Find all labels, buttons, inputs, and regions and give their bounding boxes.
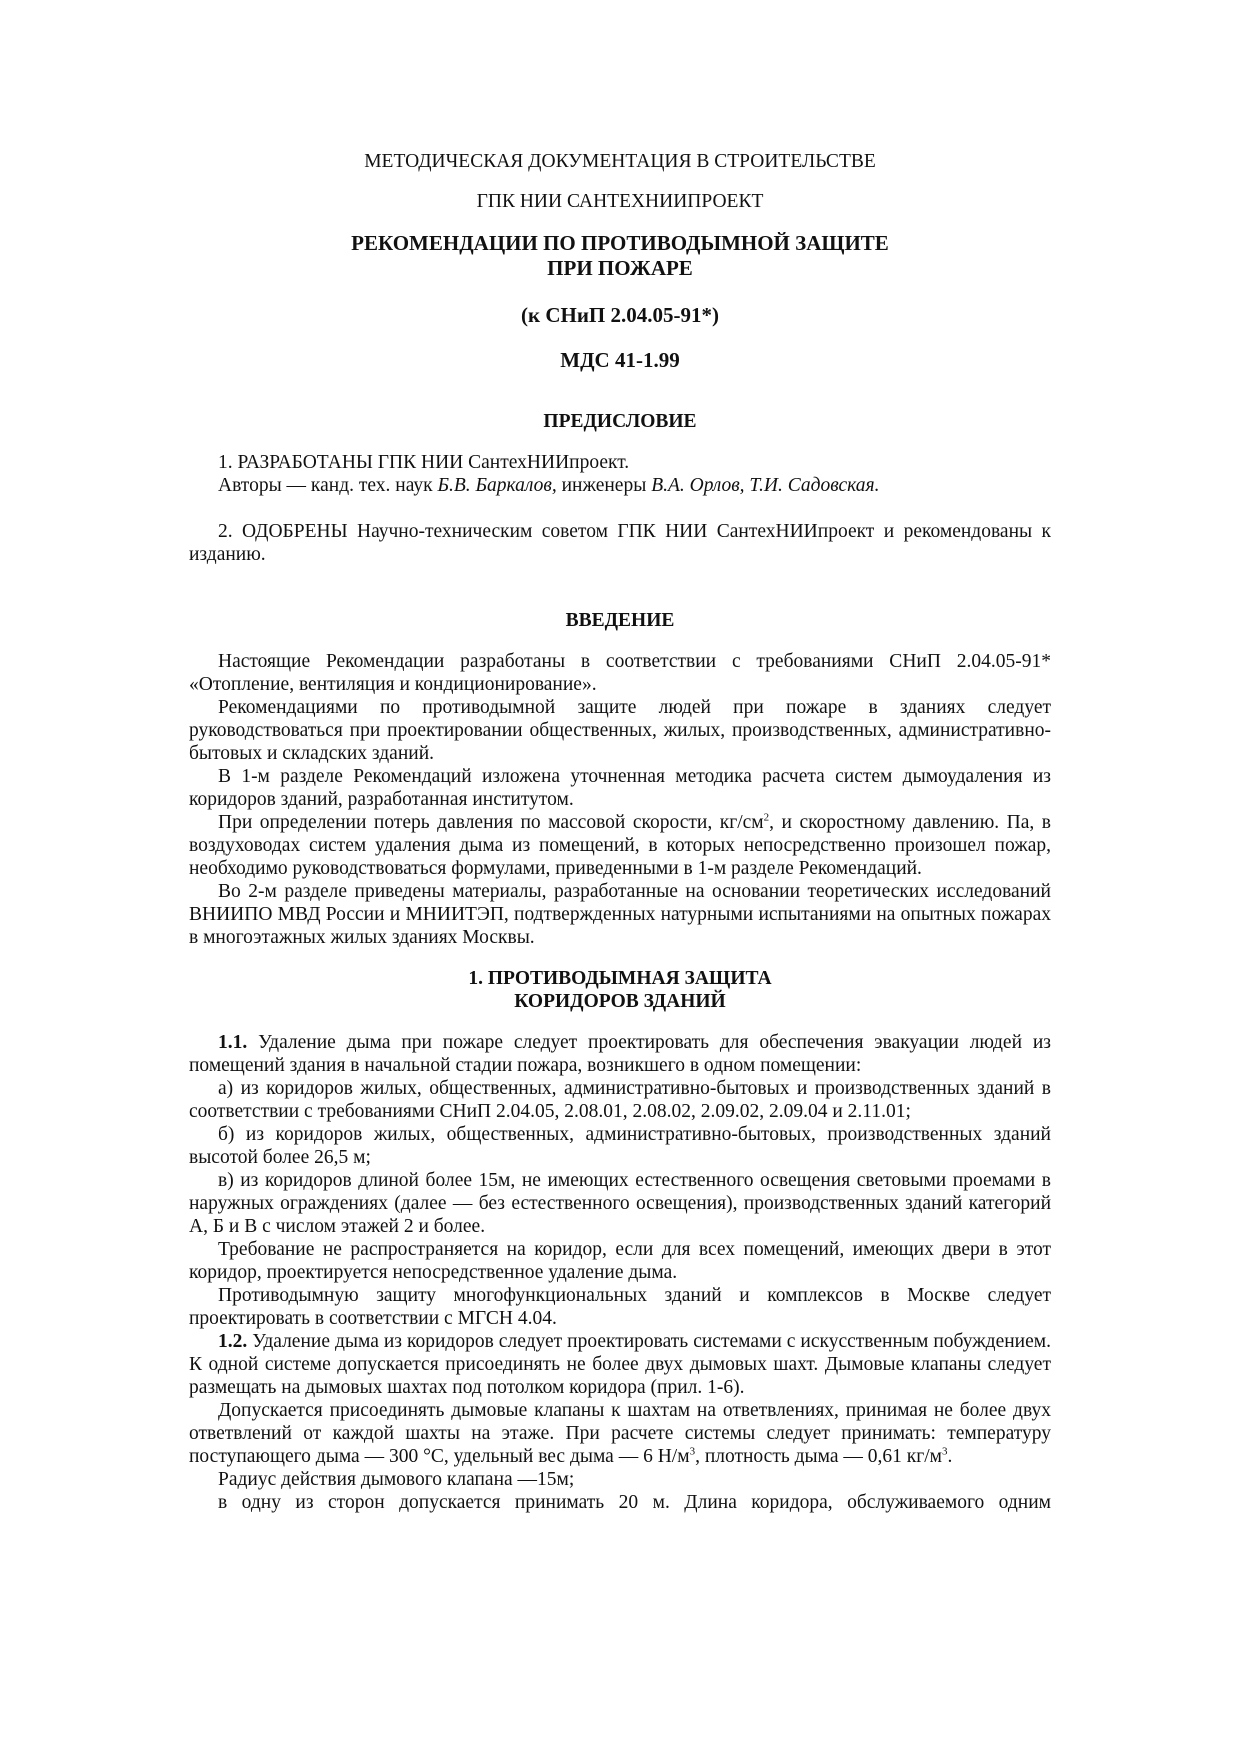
document-code: МДС 41-1.99 — [560, 348, 680, 372]
title-line-2: ПРИ ПОЖАРЕ — [547, 256, 693, 280]
intro-paragraph: В 1-м разделе Рекомендаций изложена уточненная методика расчета систем дымоудаления из коридоров зданий, разработанная институтом. — [189, 766, 1051, 810]
intro-heading: ВВЕДЕНИЕ — [565, 610, 675, 631]
clause-paragraph: в одну из сторон допускается принимать 20 м. Длина коридора, обслуживаемого одним — [218, 1492, 1051, 1513]
clause-paragraph: Допускается присоединять дымовые клапаны к шахтам на ответвлениях, принимая не более двух ответвлений от каждой шахты на этаже. При расчете системы следует принимать: температуру поступающего дыма — 300 °С, удельный вес дыма — 6 $Н/м^3$, плотность дыма — 0,61 $кг/м^3$. — [189, 1400, 1051, 1467]
intro-paragraph: При определении потерь давления по массовой скорости, $кг/см^2$, и скоростному давлению. Па, в воздуховодах систем удаления дыма из помещений, в которых непосредственно произошел пожар, необходимо руководствоваться формулами, приведенными в 1-м разделе Рекомендаций. — [189, 811, 1052, 879]
clause-item-c: в) из коридоров длиной более 15м, не имеющих естественного освещения световыми проемами в наружных ограждениях (далее — без естественного освещения), производственных зданий категорий А, Б и В с числом этажей 2 и более. — [189, 1170, 1051, 1237]
title-line-1: РЕКОМЕНДАЦИИ ПО ПРОТИВОДЫМНОЙ ЗАЩИТЕ — [351, 231, 889, 255]
clause-1-2: 1.2. Удаление дыма из коридоров следует проектировать системами с искусственным побуждением. К одной системе допускается присоединять не более двух дымовых шахт. Дымовые клапаны следует размещать на дымовых шахтах под потолком коридора (прил. 1-6). — [189, 1331, 1051, 1398]
author-1: Б.В. Баркалов, — [437, 475, 557, 496]
author-2: В.А. Орлов, Т.И. Садовская. — [651, 475, 880, 496]
intro-paragraph: Настоящие Рекомендации разработаны в соответствии с требованиями СНиП 2.04.05-91* «Отопление, вентиляция и кондиционирование». — [189, 651, 1051, 695]
clause-note: Противодымную защиту многофункциональных зданий и комплексов в Москве следует проектировать в соответствии с МГСН 4.04. — [189, 1285, 1051, 1329]
organization: ГПК НИИ САНТЕХНИИПРОЕКТ — [476, 191, 764, 212]
clause-item-b: б) из коридоров жилых, общественных, административно-бытовых, производственных зданий высотой более 26,5 м; — [189, 1124, 1051, 1168]
document-content — [189, 150, 1051, 1514]
preface-item-2: 2. ОДОБРЕНЫ Научно-техническим советом ГПК НИИ СантехНИИпроект и рекомендованы к изданию. — [189, 521, 1051, 565]
series-title: МЕТОДИЧЕСКАЯ ДОКУМЕНТАЦИЯ В СТРОИТЕЛЬСТВЕ — [364, 151, 876, 172]
clause-1-1: 1.1. Удаление дыма при пожаре следует проектировать для обеспечения эвакуации людей из помещений здания в начальной стадии пожара, возникшего в одном помещении: — [189, 1032, 1051, 1076]
clause-paragraph: Радиус действия дымового клапана —15м; — [218, 1469, 575, 1490]
preface-heading: ПРЕДИСЛОВИЕ — [543, 411, 697, 432]
document-title — [189, 231, 1051, 281]
preface-authors: Авторы — канд. тех. наук Б.В. Баркалов, инженеры В.А. Орлов, Т.И. Садовская. — [218, 475, 880, 496]
clause-item-a: а) из коридоров жилых, общественных, административно-бытовых и производственных зданий в соответствии с требованиями СНиП 2.04.05, 2.08.01, 2.08.02, 2.09.02, 2.09.04 и 2.11.01; — [189, 1078, 1051, 1122]
section-1-heading: 1. ПРОТИВОДЫМНАЯ ЗАЩИТА КОРИДОРОВ ЗДАНИЙ — [468, 968, 772, 1012]
preface-item-1: 1. РАЗРАБОТАНЫ ГПК НИИ СантехНИИпроект. — [218, 452, 630, 473]
snip-reference: (к СНиП 2.04.05-91*) — [520, 303, 719, 327]
intro-paragraph: Во 2-м разделе приведены материалы, разработанные на основании теоретических исследований ВНИИПО МВД России и МНИИТЭП, подтвержденных натурными испытаниями на опытных пожарах в многоэтажных жилых зданиях Москвы. — [189, 881, 1051, 948]
clause-note: Требование не распространяется на коридор, если для всех помещений, имеющих двери в этот коридор, проектируется непосредственное удаление дыма. — [189, 1239, 1051, 1283]
intro-paragraph: Рекомендациями по противодымной защите людей при пожаре в зданиях следует руководствоваться при проектировании общественных, жилых, производственных, административно-бытовых и складских зданий. — [189, 697, 1051, 764]
